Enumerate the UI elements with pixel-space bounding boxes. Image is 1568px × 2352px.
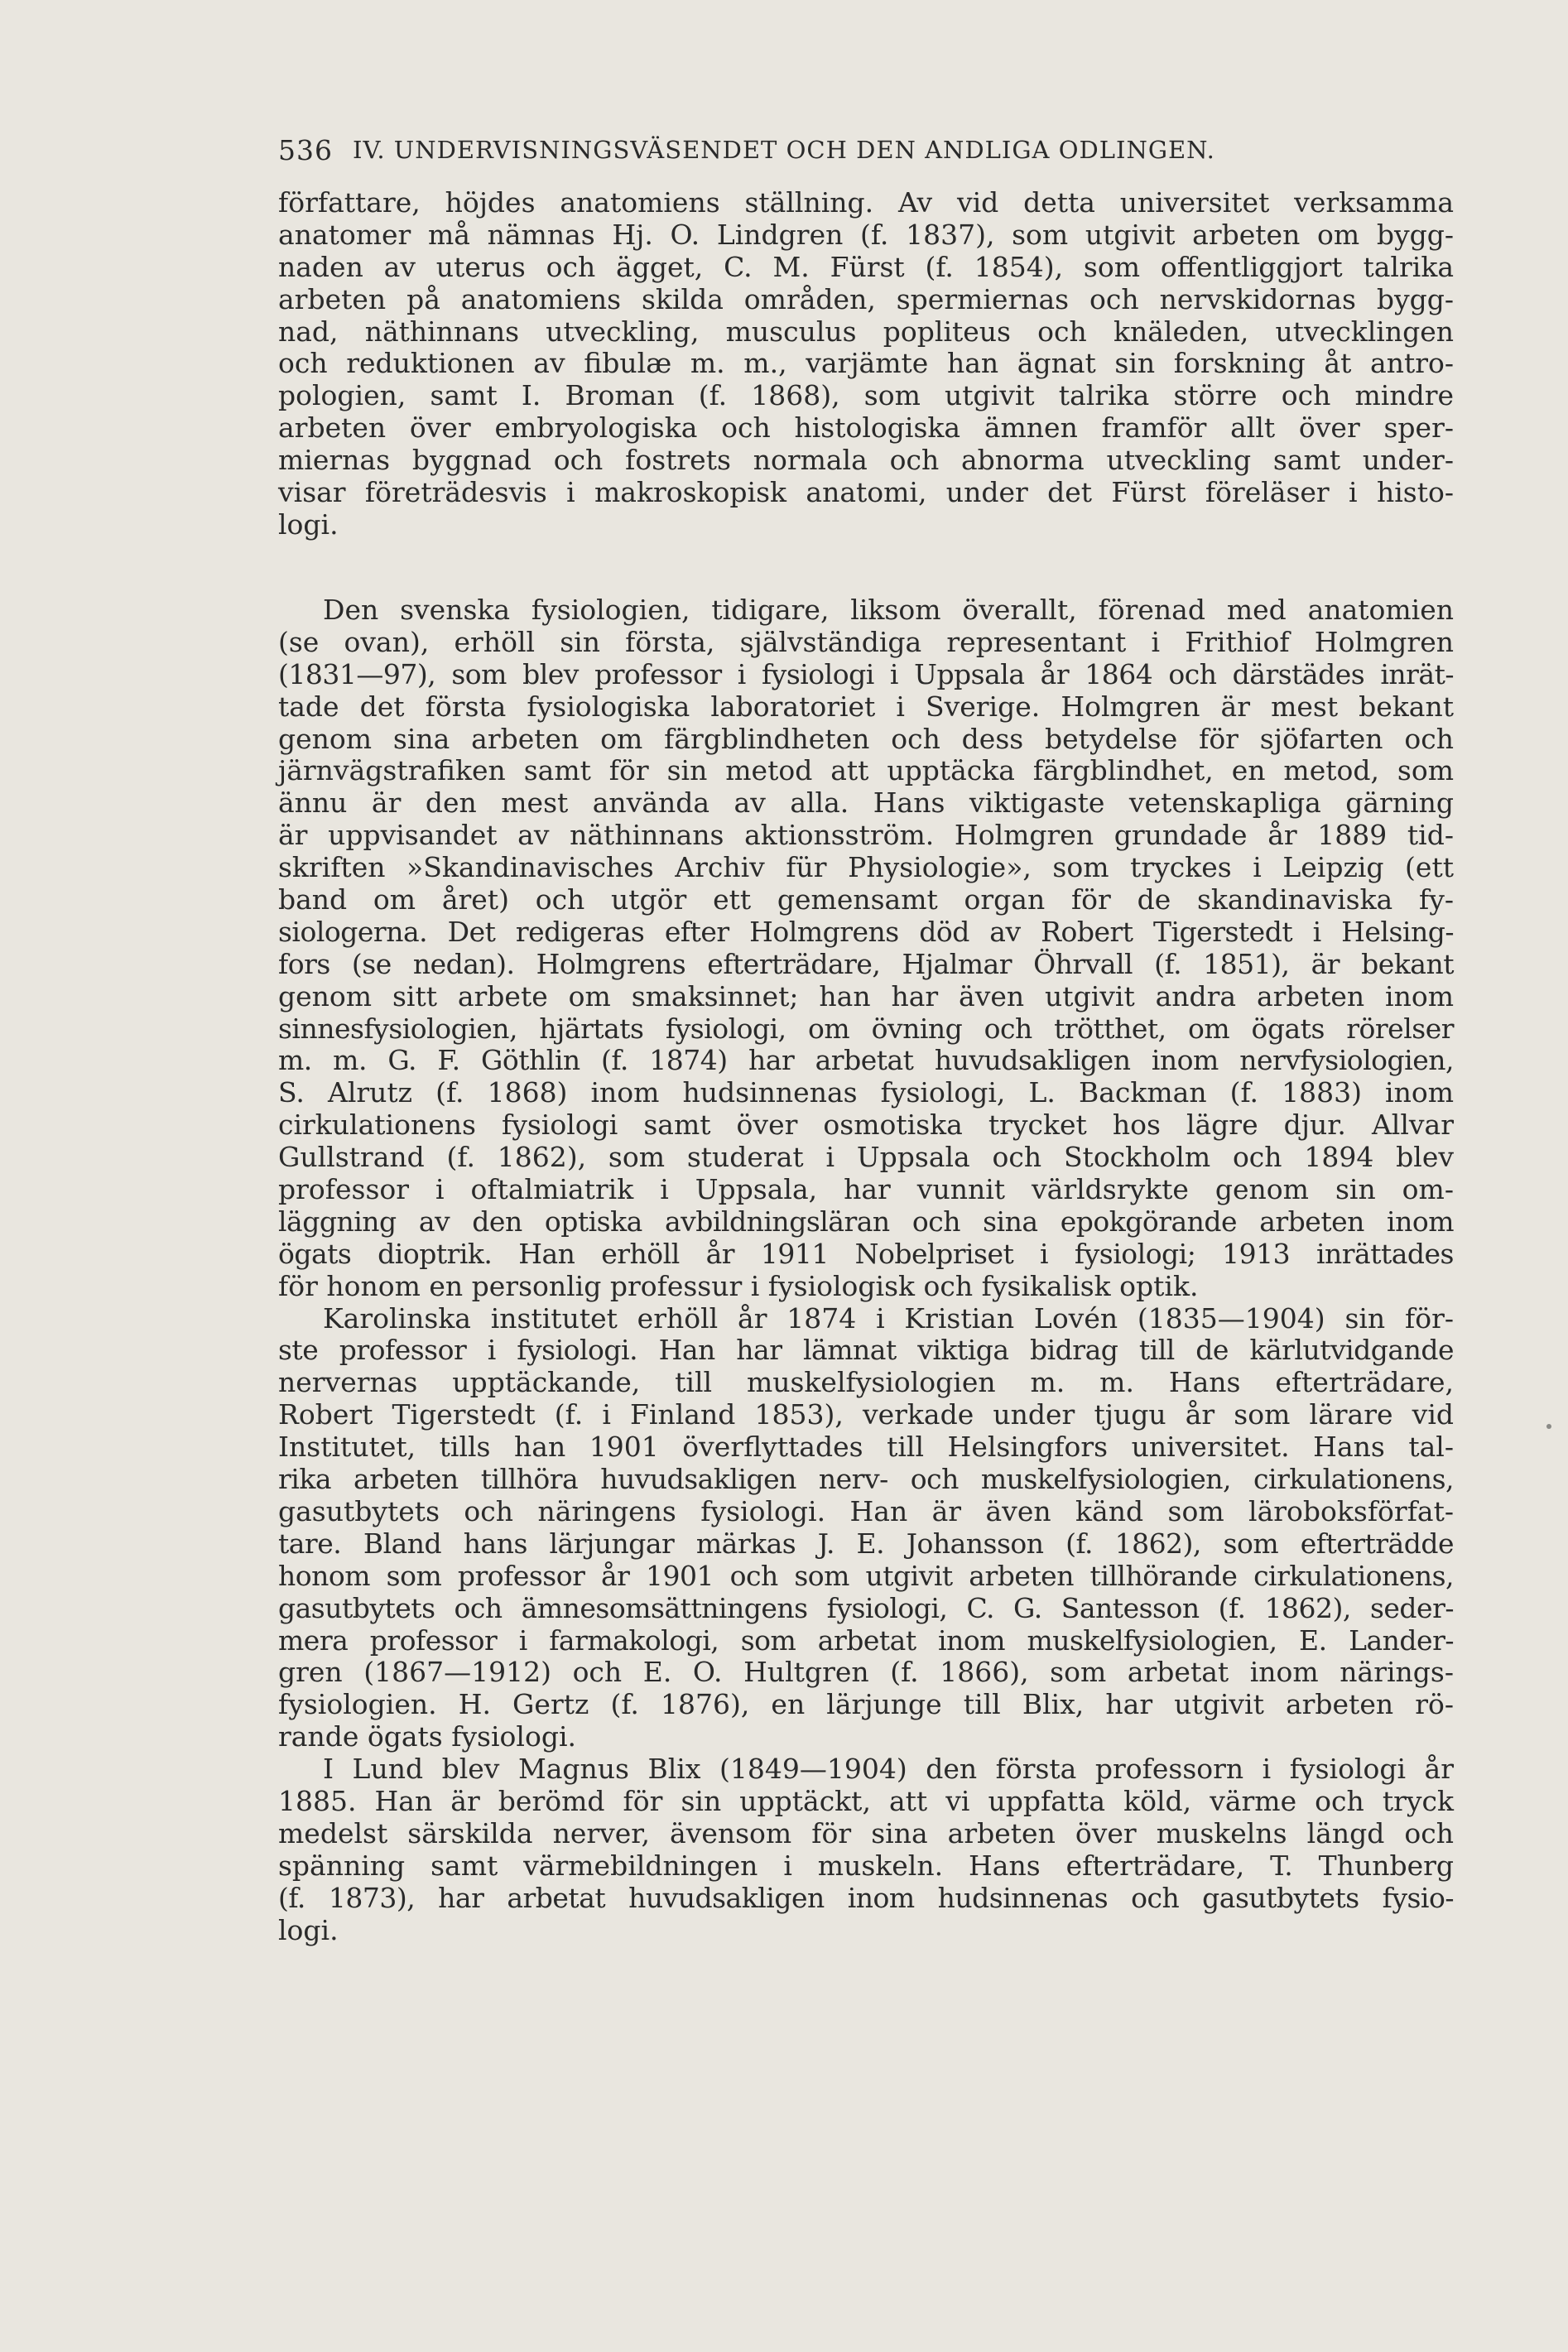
text-line: järnvägstrafiken samt för sin metod att upptäcka färgblindhet, en metod, som [278,754,1454,787]
text-line: miernas byggnad och fostrets normala och abnorma utveckling samt under- [278,444,1454,477]
text-line: Gullstrand (f. 1862), som studerat i Uppsala och Stockholm och 1894 blev [278,1141,1454,1174]
text-line: Robert Tigerstedt (f. i Finland 1853), verkade under tjugu år som lärare vid [278,1398,1454,1431]
paragraph-fysiologien-intro [278,594,1454,1303]
section-fysiologien [278,594,1454,1946]
text-line: Karolinska institutet erhöll år 1874 i Kristian Lovén (1835—1904) sin för- [323,1301,1454,1335]
page-number: 536 [278,134,333,166]
text-line: band om året) och utgör ett gemensamt organ för de skandinaviska fy- [278,883,1454,916]
text-line: anatomer må nämnas Hj. O. Lindgren (f. 1837), som utgivit arbeten om bygg- [278,218,1454,251]
text-line: pologien, samt I. Broman (f. 1868), som utgivit talrika större och mindre [278,379,1454,412]
text-line: tare. Bland hans lärjungar märkas J. E. Johansson (f. 1862), som efterträdde [278,1527,1454,1560]
text-line: genom sitt arbete om smaksinnet; han har även utgivit andra arbeten inom [278,979,1454,1012]
text-line: gasutbytets och ämnesomsättningens fysiologi, C. G. Santesson (f. 1862), seder- [278,1591,1454,1624]
text-line: naden av uterus och ägget, C. M. Fürst (f. 1854), som offentliggjort talrika [278,250,1454,283]
text-line: fors (se nedan). Holmgrens efterträdare, Hjalmar Öhrvall (f. 1851), är bekant [278,947,1454,980]
text-line: S. Alrutz (f. 1868) inom hudsinnenas fysiologi, L. Backman (f. 1883) inom [278,1076,1454,1109]
text-line: ste professor i fysiologi. Han har lämnat viktiga bidrag till de kärlutvidgande [278,1334,1454,1367]
text-line: medelst särskilda nerver, ävensom för sina arbeten över muskelns längd och [278,1816,1454,1849]
text-line: Den svenska fysiologien, tidigare, liksom överallt, förenad med anatomien [323,594,1454,626]
text-line: professor i oftalmiatrik i Uppsala, har vunnit världsrykte genom sin om- [278,1173,1454,1206]
running-title: IV. UNDERVISNINGSVÄSENDET OCH DEN ANDLIGA ODLINGEN. [353,136,1215,164]
paragraph-karolinska [278,1303,1454,1753]
text-line: nervernas upptäckande, till muskelfysiologien m. m. Hans efterträdare, [278,1366,1454,1399]
text-line: logi. [278,1913,339,1946]
text-line: m. m. G. F. Göthlin (f. 1874) har arbetat huvudsakligen inom nervfysiologien, [278,1044,1454,1077]
text-line: mera professor i farmakologi, som arbetat inom muskelfysiologien, E. Lander- [278,1623,1454,1657]
text-line: gasutbytets och näringens fysiologi. Han är även känd som läroboksförfat- [278,1494,1454,1527]
paragraph-lund [278,1753,1454,1946]
text-line: genom sina arbeten om färgblindheten och dess betydelse för sjöfarten och [278,722,1454,755]
text-line: läggning av den optiska avbildningsläran och sina epokgörande arbeten inom [278,1205,1454,1238]
text-line: arbeten över embryologiska och histologiska ämnen framför allt över sper- [278,411,1454,445]
text-line: rande ögats fysiologi. [278,1720,577,1753]
text-line: skriften »Skandinavisches Archiv für Physiologie», som tryckes i Leipzig (ett [278,851,1454,884]
text-line: tade det första fysiologiska laboratoriet i Sverige. Holmgren är mest bekant [278,690,1454,723]
text-line: för honom en personlig professur i fysiologisk och fysikalisk optik. [278,1269,1199,1302]
text-line: är uppvisandet av näthinnans aktionsström. Holmgren grundade år 1889 tid- [278,819,1454,852]
text-line: spänning samt värmebildningen i muskeln. Hans efterträdare, T. Thunberg [278,1849,1454,1882]
text-line: (f. 1873), har arbetat huvudsakligen inom hudsinnenas och gasutbytets fysio- [278,1881,1454,1914]
text-line: Institutet, tills han 1901 överflyttades till Helsingfors universitet. Hans tal- [278,1431,1454,1464]
text-line: ännu är den mest använda av alla. Hans viktigaste vetenskapliga gärning [278,786,1454,820]
text-line: författare, höjdes anatomiens ställning. Av vid detta universitet verksamma [278,186,1454,219]
text-line: sinnesfysiologien, hjärtats fysiologi, om övning och trötthet, om ögats rörelser [278,1012,1454,1045]
text-line: honom som professor år 1901 och som utgivit arbeten tillhörande cirkulationens, [278,1559,1454,1592]
text-line: siologerna. Det redigeras efter Holmgrens död av Robert Tigerstedt i Helsing- [278,915,1454,948]
paragraph-anatomy-continued [278,187,1454,541]
text-line: logi. [278,507,339,541]
print-speck [1546,1424,1551,1429]
text-line: arbeten på anatomiens skilda områden, spermiernas och nervskidornas bygg- [278,282,1454,315]
text-line: (1831—97), som blev professor i fysiologi i Uppsala år 1864 och därstädes inrät- [278,657,1454,690]
text-line: och reduktionen av fibulæ m. m., varjämte han ägnat sin forskning åt antro- [278,347,1454,380]
text-line: gren (1867—1912) och E. O. Hultgren (f. 1866), som arbetat inom närings- [278,1656,1454,1689]
text-line: fysiologien. H. Gertz (f. 1876), en lärjunge till Blix, har utgivit arbeten rö- [278,1688,1454,1721]
text-line: 1885. Han är berömd för sin upptäckt, att vi uppfatta köld, värme och tryck [278,1784,1454,1817]
text-line: I Lund blev Magnus Blix (1849—1904) den första professorn i fysiologi år [323,1753,1454,1786]
text-line: nad, näthinnans utveckling, musculus popliteus och knäleden, utvecklingen [278,315,1454,348]
text-line: rika arbeten tillhöra huvudsakligen nerv- och muskelfysiologien, cirkulationens, [278,1463,1454,1496]
text-line: cirkulationens fysiologi samt över osmotiska trycket hos lägre djur. Allvar [278,1109,1454,1142]
text-line: (se ovan), erhöll sin första, självständiga representant i Frithiof Holmgren [278,625,1454,658]
text-line: ögats dioptrik. Han erhöll år 1911 Nobelpriset i fysiologi; 1913 inrättades [278,1237,1454,1270]
text-line: visar företrädesvis i makroskopisk anatomi, under det Fürst föreläser i histo- [278,476,1454,509]
page-header [278,126,1454,176]
